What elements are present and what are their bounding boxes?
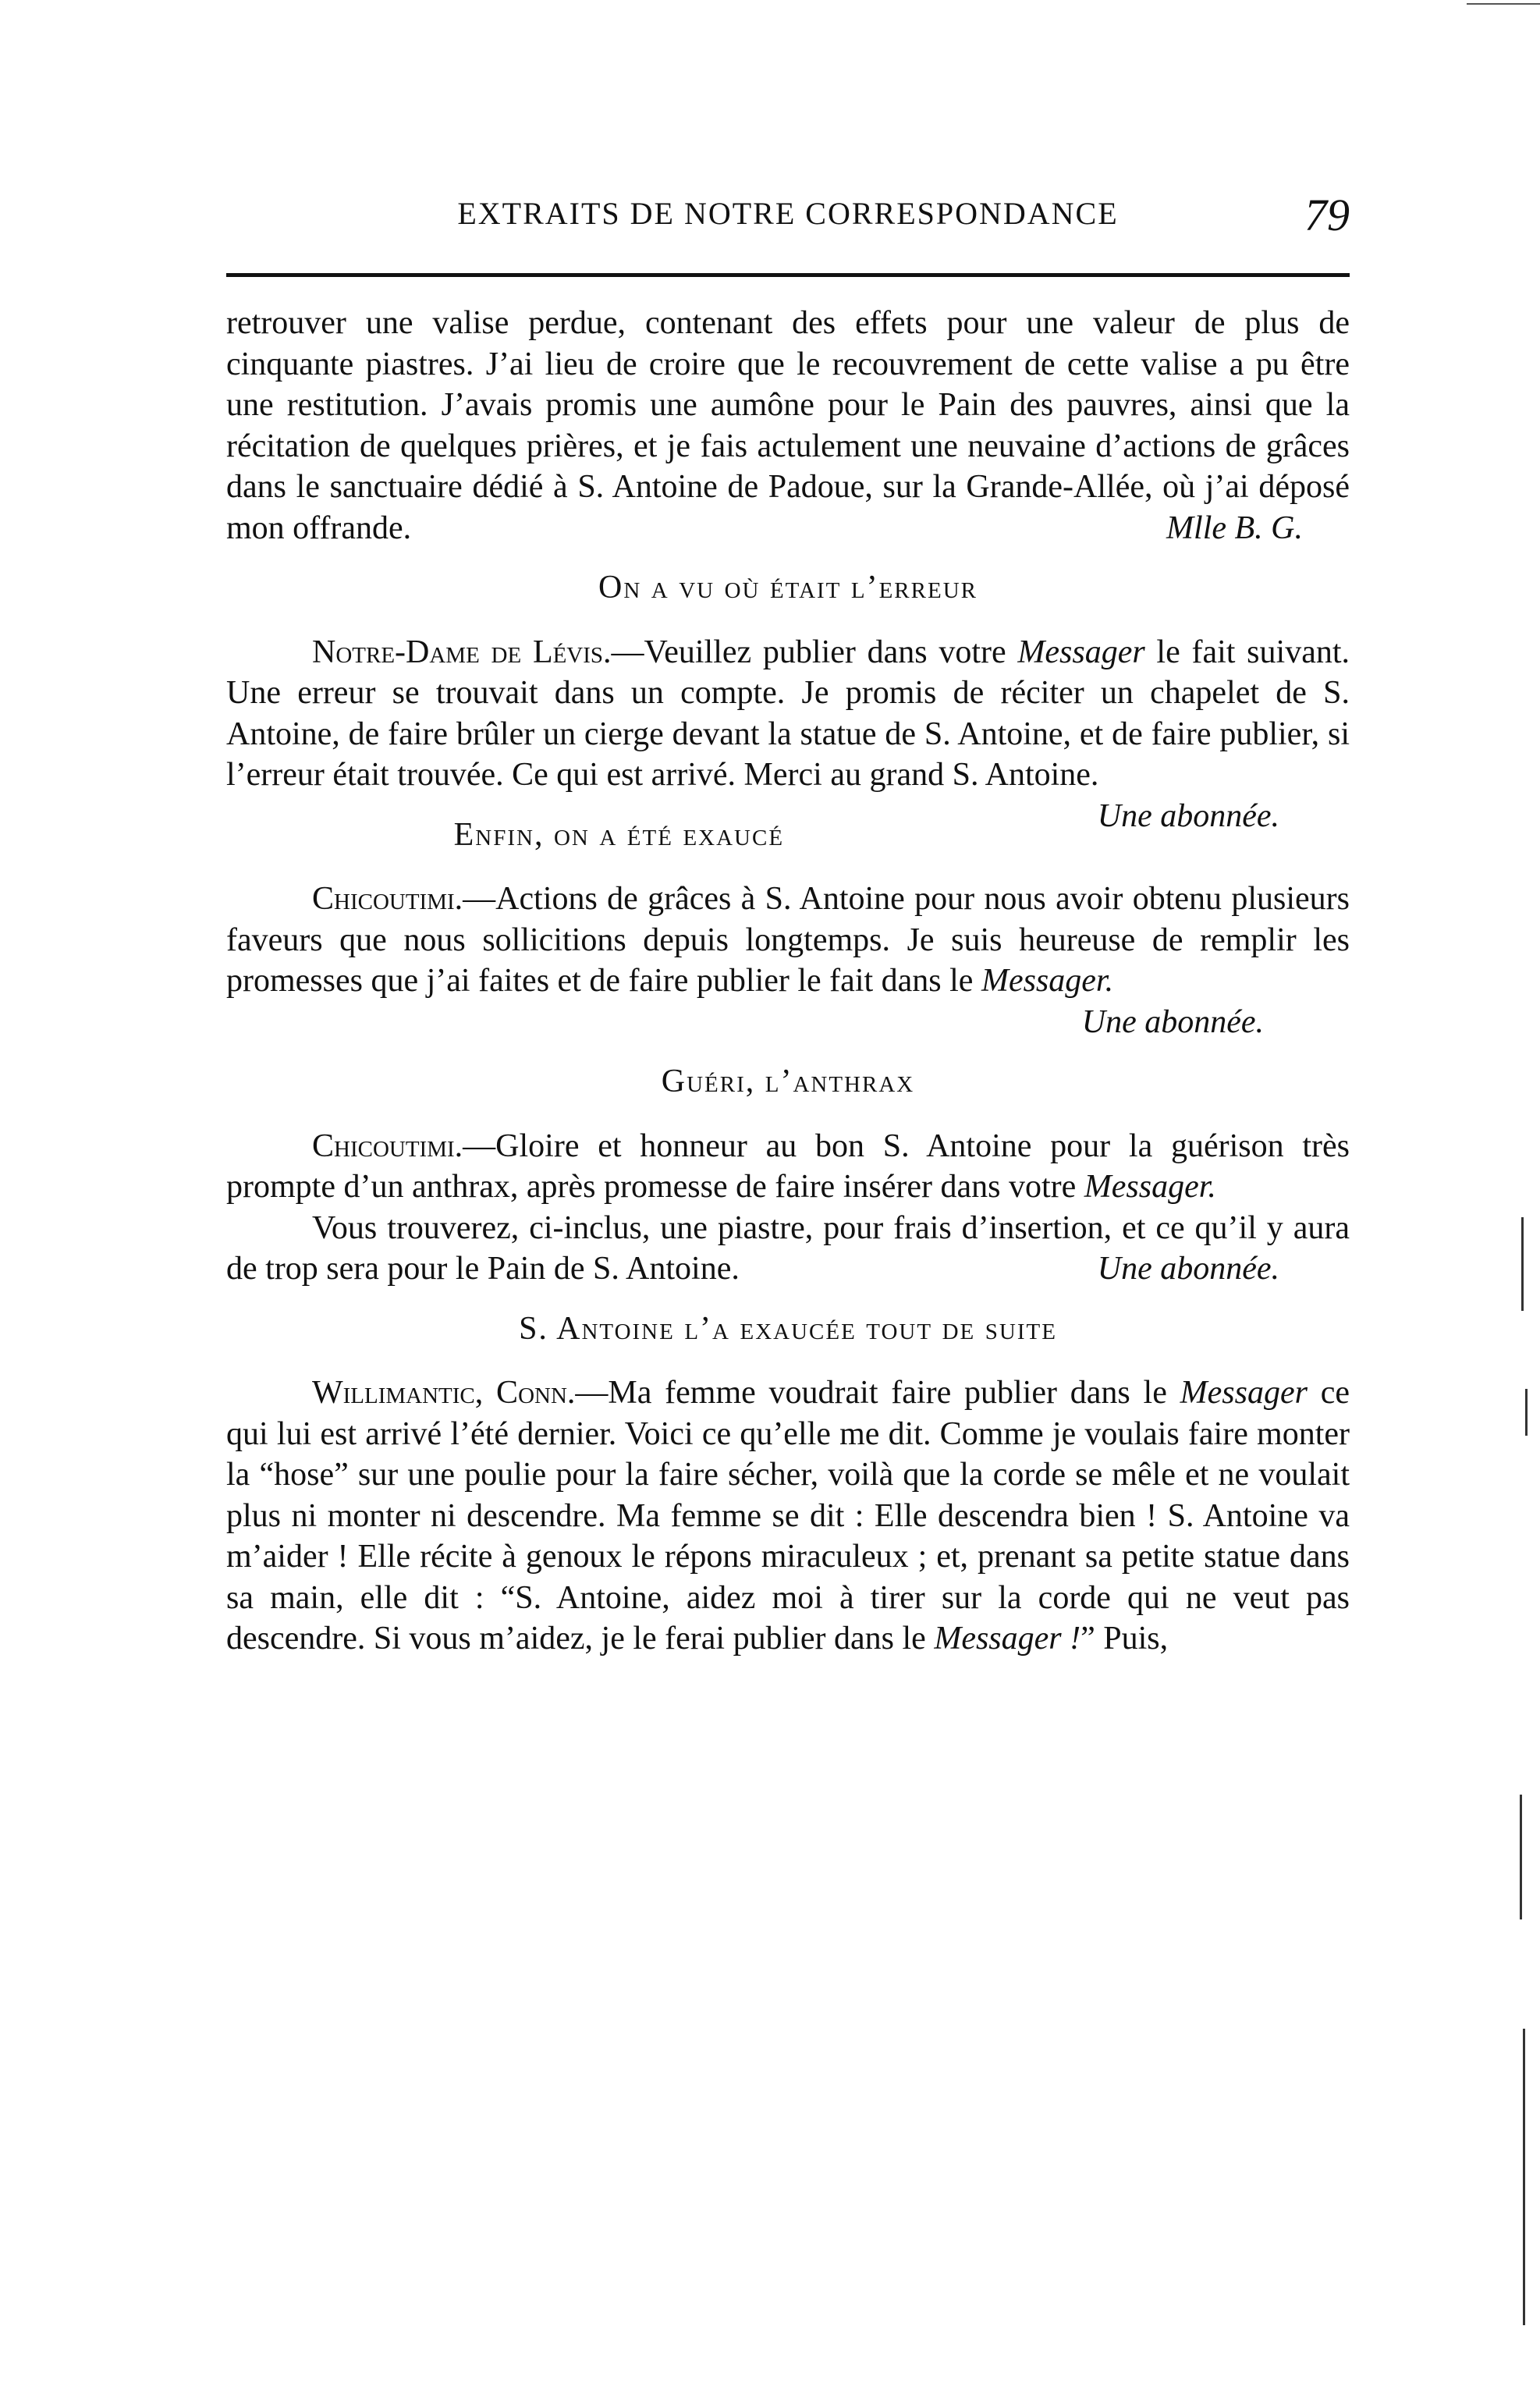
letter-paragraph xyxy=(226,1126,1350,1208)
gutter-mark xyxy=(1523,2029,1525,2325)
place-name: Willimantic, Conn. xyxy=(312,1375,576,1411)
gutter-mark xyxy=(1520,1795,1522,1919)
letter-paragraph xyxy=(226,1372,1350,1660)
letter-paragraph xyxy=(226,879,1350,1002)
paragraph-text: Vous trouverez, ci-inclus, une piastre, pour frais d’insertion, et ce qu’il y aura de trop sera pour le Pain de S. Antoine. xyxy=(226,1209,1350,1287)
paragraph-text: —Ma femme voudrait faire publier dans le xyxy=(575,1375,1180,1411)
section-heading: Guéri, l’anthrax xyxy=(661,1064,915,1099)
page-text xyxy=(226,303,1350,1660)
publication-name: Messager. xyxy=(1084,1169,1216,1205)
section-heading: On a vu où était l’erreur xyxy=(598,570,978,605)
signature: Une abonnée. xyxy=(1081,1003,1264,1040)
page-header xyxy=(226,189,1350,251)
continuation-paragraph xyxy=(226,303,1350,549)
publication-name: Messager ! xyxy=(934,1621,1081,1657)
signature: Une abonnée. xyxy=(1097,797,1279,834)
gutter-mark xyxy=(1521,1217,1524,1311)
publication-name: Messager xyxy=(1180,1375,1308,1411)
signature: Mlle B. G. xyxy=(1166,510,1303,546)
gutter-mark xyxy=(1525,1389,1528,1436)
paragraph-text: ce qui lui est arrivé l’été dernier. Voici ce qu’elle me dit. Comme je voulais faire monter la “hose” sur une poulie pour la faire sécher, voilà que la corde se mêle et ne voulait plus ni monter ni descendre. Ma femme se dit : Elle descendra bien ! S. Antoine va m’aider ! Elle récite à genoux le répons miraculeux ; et, prenant sa petite statue dans sa main, elle dit : “S. Antoine, aidez moi à tirer sur la corde qui ne veut pas descendre. Si vous m’aidez, je le ferai publier dans le xyxy=(226,1375,1350,1657)
running-title: EXTRAITS DE NOTRE CORRESPONDANCE xyxy=(457,196,1119,231)
scan-edge-mark xyxy=(1467,3,1540,5)
place-name: Chicoutimi. xyxy=(312,881,463,917)
place-name: Chicoutimi. xyxy=(312,1127,463,1164)
publication-name: Messager. xyxy=(981,963,1114,999)
letter-paragraph xyxy=(226,1208,1350,1290)
section-heading: S. Antoine l’a exaucée tout de suite xyxy=(519,1310,1057,1347)
paragraph-text: —Gloire et honneur au bon S. Antoine pour la guérison très prompte d’un anthrax, après promesse de faire insérer dans votre xyxy=(226,1127,1350,1205)
paragraph-body: retrouver une valise perdue, contenant des effets pour une valeur de plus de cinquante piastres. J’ai lieu de croire que le recouvrement de cette valise a pu être une restitution. J’avais promis une aumône pour le Pain des pauvres, ainsi que la récitation de quelques prières, et je fais actulement une neuvaine d’actions de grâces dans le sanctuaire dédié à S. Antoine de Padoue, sur la Grande-Allée, où j’ai déposé mon offrande. xyxy=(226,305,1350,546)
signature: Une abonnée. xyxy=(1097,1251,1279,1287)
paragraph-text: —Actions de grâces à S. Antoine pour nous avoir obtenu plusieurs faveurs que nous sollicitions depuis longtemps. Je suis heureuse de remplir les promesses que j’ai faites et de faire publier le fait dans le xyxy=(226,881,1350,999)
place-name: Notre-Dame de Lévis. xyxy=(312,634,612,670)
paragraph-text: le fait suivant. Une erreur se trouvait dans un compte. Je promis de réciter un chapelet de S. Antoine, de faire brûler un cierge devant la statue de S. Antoine, et de faire publier, si l’erreur était trouvée. Ce qui est arrivé. Merci au grand S. Antoine. xyxy=(226,634,1350,793)
header-rule xyxy=(226,273,1350,277)
paragraph-text: ” Puis, xyxy=(1080,1621,1169,1657)
paragraph-text: —Veuillez publier dans votre xyxy=(611,634,1018,670)
publication-name: Messager xyxy=(1017,634,1145,670)
section-heading: Enfin, on a été exaucé xyxy=(453,816,785,853)
letter-paragraph xyxy=(226,632,1350,834)
page-number: 79 xyxy=(1304,190,1350,240)
